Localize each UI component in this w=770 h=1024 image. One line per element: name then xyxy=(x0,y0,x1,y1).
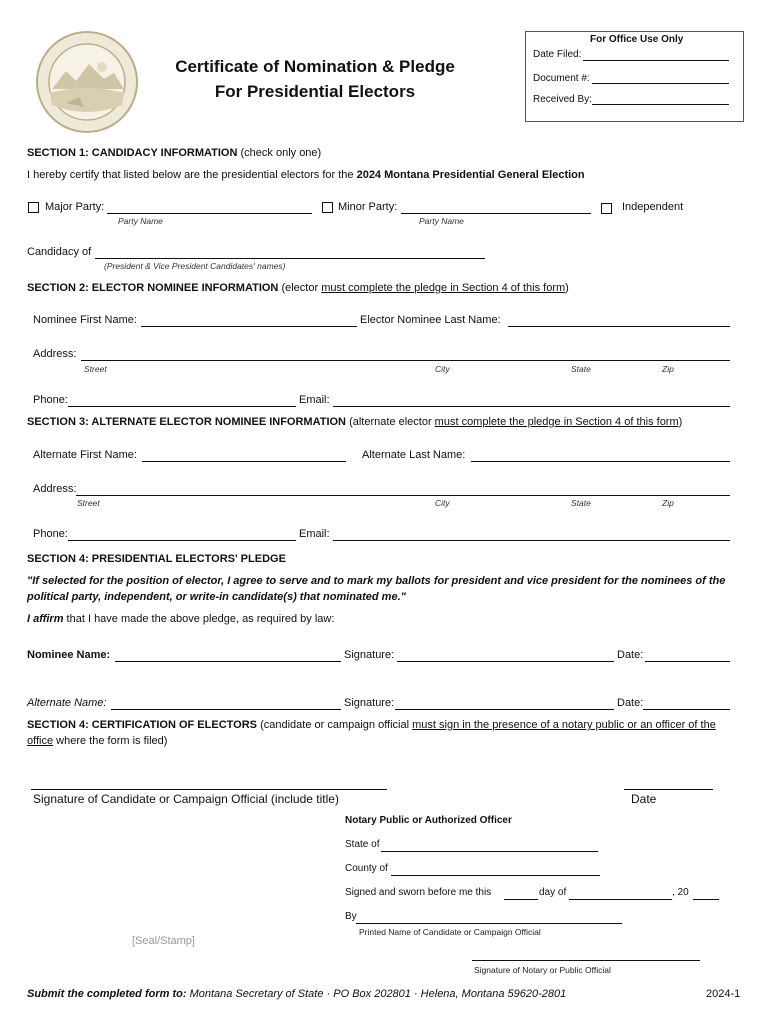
section3-pledge-link: must complete the pledge in Section 4 of this form xyxy=(434,416,679,428)
notary-state-of-label: State of xyxy=(345,839,380,850)
notary-day-field[interactable] xyxy=(504,899,538,900)
section2-pledge-link: must complete the pledge in Section 4 of this form xyxy=(321,282,566,294)
form-title-line2: For Presidential Electors xyxy=(214,82,416,101)
date-filed-field[interactable] xyxy=(583,60,729,61)
section1-heading-row xyxy=(27,147,321,160)
seal-stamp-placeholder: [Seal/Stamp] xyxy=(132,935,195,947)
submit-bold: Submit the completed form to: xyxy=(27,988,187,1000)
received-by-label: Received By: xyxy=(533,94,592,105)
pledge-text-line2: political party, independent, or write-in candidate(s) that nominated me." xyxy=(27,591,406,603)
notary-year-field[interactable] xyxy=(693,899,719,900)
candidate-date-label: Date xyxy=(631,792,657,806)
pledge-alternate-date-label: Date: xyxy=(617,697,644,709)
notary-year-prefix: , 20 xyxy=(672,887,689,898)
major-party-checkbox[interactable] xyxy=(28,202,39,213)
notary-signature-field[interactable] xyxy=(472,960,700,961)
section2-heading: SECTION 2: ELECTOR NOMINEE INFORMATION xyxy=(27,282,279,294)
office-use-heading: For Office Use Only xyxy=(590,34,684,45)
independent-checkbox[interactable] xyxy=(601,203,612,214)
section2-note-prefix: (elector xyxy=(281,282,319,294)
alternate-address-label: Address: xyxy=(33,483,77,495)
candidate-signature-field[interactable] xyxy=(31,789,387,790)
section3-heading-row xyxy=(27,416,682,429)
certification-note-link1: must sign in the presence of a notary public or an officer of the xyxy=(412,719,716,731)
independent-label: Independent xyxy=(622,201,684,213)
certification-note-link2: office xyxy=(27,735,54,747)
affirm-statement xyxy=(27,613,334,626)
pledge-nominee-date-label: Date: xyxy=(617,649,644,661)
certification-note-prefix: (candidate or campaign official xyxy=(260,719,410,731)
pledge-alternate-signature-label: Signature: xyxy=(344,697,395,709)
major-party-label: Major Party: xyxy=(45,201,105,213)
notary-month-field[interactable] xyxy=(569,899,672,900)
montana-state-seal-icon xyxy=(34,31,140,133)
alternate-email-field[interactable] xyxy=(333,540,730,541)
nominee-state-caption: State xyxy=(571,364,591,374)
nominee-address-label: Address: xyxy=(33,348,77,360)
alternate-first-name-label: Alternate First Name: xyxy=(33,449,137,461)
submit-address: Montana Secretary of State · PO Box 202801 · Helena, Montana 59620-2801 xyxy=(189,988,567,1000)
section2-note-suffix: ) xyxy=(565,282,569,294)
notary-signature-caption: Signature of Notary or Public Official xyxy=(474,965,611,975)
alternate-last-name-field[interactable] xyxy=(471,461,730,462)
minor-party-label: Minor Party: xyxy=(338,201,398,213)
pledge-nominee-date-field[interactable] xyxy=(645,661,730,662)
candidacy-of-field[interactable] xyxy=(95,258,485,259)
candidacy-caption: (President & Vice President Candidates' names) xyxy=(104,261,286,271)
alternate-email-label: Email: xyxy=(299,528,330,540)
alternate-zip-caption: Zip xyxy=(662,498,674,508)
section1-heading: SECTION 1: CANDIDACY INFORMATION xyxy=(27,147,238,159)
nominee-email-label: Email: xyxy=(299,394,330,406)
pledge-text-line1: "If selected for the position of elector, I agree to serve and to mark my ballots for president and vice president for the nominees of the xyxy=(27,575,726,587)
section3-note-prefix: (alternate elector xyxy=(349,416,432,428)
section2-heading-row xyxy=(27,282,569,295)
form-id: 2024-1 xyxy=(706,988,741,1000)
notary-heading: Notary Public or Authorized Officer xyxy=(345,815,512,826)
major-party-caption: Party Name xyxy=(118,216,163,226)
nominee-first-name-label: Nominee First Name: xyxy=(33,314,137,326)
nominee-zip-caption: Zip xyxy=(662,364,674,374)
nominee-city-caption: City xyxy=(435,364,450,374)
section3-note-suffix: ) xyxy=(678,416,683,428)
section4-heading: SECTION 4: PRESIDENTIAL ELECTORS' PLEDGE xyxy=(27,553,286,565)
alternate-city-caption: City xyxy=(435,498,450,508)
certify-election: 2024 Montana Presidential General Election xyxy=(356,169,585,181)
pledge-alternate-date-field[interactable] xyxy=(643,709,730,710)
section1-note: (check only one) xyxy=(240,147,322,159)
alternate-street-caption: Street xyxy=(77,498,100,508)
alternate-phone-field[interactable] xyxy=(68,540,296,541)
minor-party-caption: Party Name xyxy=(419,216,464,226)
nominee-street-caption: Street xyxy=(84,364,107,374)
form-title-line1: Certificate of Nomination & Pledge xyxy=(175,57,455,76)
document-no-label: Document #: xyxy=(533,73,590,84)
notary-county-of-label: County of xyxy=(345,863,388,874)
certify-text: I hereby certify that listed below are the presidential electors for the xyxy=(27,169,354,181)
nominee-first-name-field[interactable] xyxy=(141,326,357,327)
pledge-nominee-name-label: Nominee Name: xyxy=(27,649,111,661)
alternate-first-name-field[interactable] xyxy=(142,461,346,462)
certify-statement xyxy=(27,169,585,182)
minor-party-name-field[interactable] xyxy=(401,213,591,214)
notary-by-field[interactable] xyxy=(356,923,622,924)
candidate-date-field[interactable] xyxy=(624,789,713,790)
received-by-field[interactable] xyxy=(592,104,729,105)
date-filed-label: Date Filed: xyxy=(533,49,582,60)
affirm-bold: I affirm xyxy=(27,613,64,625)
notary-county-of-field[interactable] xyxy=(391,875,600,876)
pledge-nominee-signature-field[interactable] xyxy=(397,661,614,662)
document-no-field[interactable] xyxy=(592,83,729,84)
alternate-phone-label: Phone: xyxy=(33,528,68,540)
candidacy-of-label: Candidacy of xyxy=(27,246,92,258)
pledge-nominee-name-field[interactable] xyxy=(115,661,341,662)
nominee-email-field[interactable] xyxy=(333,406,730,407)
alternate-last-name-label: Alternate Last Name: xyxy=(362,449,466,461)
pledge-nominee-signature-label: Signature: xyxy=(344,649,395,661)
nominee-phone-label: Phone: xyxy=(33,394,68,406)
notary-day-of-label: day of xyxy=(539,887,567,898)
alternate-address-field[interactable] xyxy=(76,495,730,496)
section3-heading: SECTION 3: ALTERNATE ELECTOR NOMINEE INFORMATION xyxy=(27,416,346,428)
notary-by-label: By xyxy=(345,911,357,922)
certification-heading: SECTION 4: CERTIFICATION OF ELECTORS xyxy=(27,719,257,731)
notary-signed-sworn-label: Signed and sworn before me this xyxy=(345,887,492,898)
candidate-signature-label: Signature of Candidate or Campaign Official (include title) xyxy=(33,792,339,806)
pledge-alternate-signature-field[interactable] xyxy=(395,709,614,710)
major-party-name-field[interactable] xyxy=(107,213,312,214)
nominee-address-field[interactable] xyxy=(81,360,730,361)
certification-note-row2 xyxy=(27,735,167,748)
certification-note-suffix: where the form is filed) xyxy=(56,735,168,747)
nominee-last-name-field[interactable] xyxy=(508,326,730,327)
pledge-alternate-name-label: Alternate Name: xyxy=(27,697,107,709)
pledge-alternate-name-field[interactable] xyxy=(111,709,341,710)
certification-heading-row xyxy=(27,719,716,732)
nominee-last-name-label: Elector Nominee Last Name: xyxy=(360,314,501,326)
submit-instructions xyxy=(27,988,566,1001)
notary-state-of-field[interactable] xyxy=(381,851,598,852)
nominee-phone-field[interactable] xyxy=(68,406,296,407)
notary-printed-name-caption: Printed Name of Candidate or Campaign Official xyxy=(359,927,541,937)
minor-party-checkbox[interactable] xyxy=(322,202,333,213)
alternate-state-caption: State xyxy=(571,498,591,508)
affirm-rest: that I have made the above pledge, as required by law: xyxy=(66,613,335,625)
